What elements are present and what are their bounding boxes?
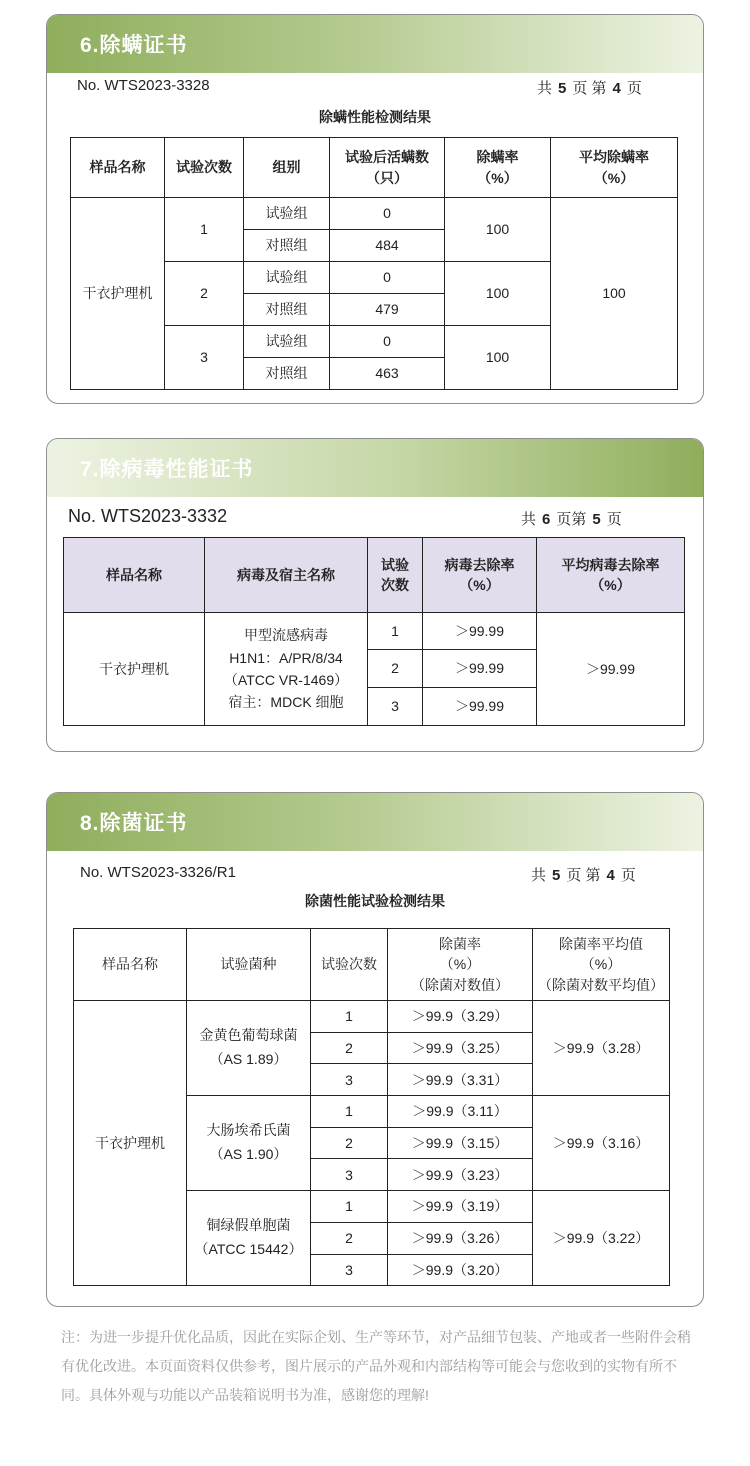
header-trials: 试验次数 xyxy=(165,138,244,198)
page-info: 共 6 页第 5 页 xyxy=(521,511,622,528)
mite-count: 484 xyxy=(330,230,445,262)
mite-count: 0 xyxy=(330,262,445,294)
group-label: 对照组 xyxy=(244,358,330,390)
average-rate: ＞99.99 xyxy=(537,613,685,726)
report-number: No. WTS2023-3326/R1 xyxy=(80,864,236,881)
trial-number: 1 xyxy=(311,1191,388,1223)
mite-results-table xyxy=(70,137,678,390)
removal-rate: ＞99.9（3.29） xyxy=(388,1001,533,1033)
removal-rate: ＞99.99 xyxy=(423,613,537,650)
mite-count: 463 xyxy=(330,358,445,390)
header-avg-rate: 平均病毒去除率 （%） xyxy=(537,538,685,613)
section-header: 6.除螨证书 xyxy=(47,15,703,73)
group-label: 试验组 xyxy=(244,198,330,230)
table-title: 除螨性能检测结果 xyxy=(319,109,431,125)
strain-name: 铜绿假单胞菌 （ATCC 15442） xyxy=(187,1191,311,1286)
removal-rate: ＞99.9（3.19） xyxy=(388,1191,533,1223)
virus-host-info: 甲型流感病毒 H1N1：A/PR/8/34 （ATCC VR-1469） 宿主：MDCK 细胞 xyxy=(205,613,368,726)
sample-name: 干衣护理机 xyxy=(71,198,165,390)
header-strain: 试验菌种 xyxy=(187,929,311,1001)
trial-number: 2 xyxy=(311,1032,388,1064)
mite-removal-certificate xyxy=(46,14,704,404)
average-rate: 100 xyxy=(551,198,678,390)
average-rate: ＞99.9（3.22） xyxy=(533,1191,670,1286)
trial-number: 3 xyxy=(165,326,244,390)
table-title: 除菌性能试验检测结果 xyxy=(305,893,445,909)
page-info: 共 5 页 第 4 页 xyxy=(531,867,636,884)
strain-name: 大肠埃希氏菌 （AS 1.90） xyxy=(187,1096,311,1191)
removal-rate: 100 xyxy=(445,198,551,262)
header-removal-rate: 除菌率 （%） （除菌对数值） xyxy=(388,929,533,1001)
header-removal-rate: 除螨率 （%） xyxy=(445,138,551,198)
trial-number: 2 xyxy=(311,1222,388,1254)
sample-name: 干衣护理机 xyxy=(74,1001,187,1286)
trial-number: 1 xyxy=(311,1001,388,1033)
virus-removal-certificate xyxy=(46,438,704,752)
header-sample: 样品名称 xyxy=(74,929,187,1001)
bacteria-results-table xyxy=(73,928,670,1286)
trial-number: 3 xyxy=(368,688,423,726)
strain-name: 金黄色葡萄球菌 （AS 1.89） xyxy=(187,1001,311,1096)
mite-count: 0 xyxy=(330,198,445,230)
sample-name: 干衣护理机 xyxy=(64,613,205,726)
removal-rate: ＞99.9（3.25） xyxy=(388,1032,533,1064)
trial-number: 3 xyxy=(311,1159,388,1191)
removal-rate: ＞99.9（3.11） xyxy=(388,1096,533,1128)
removal-rate: ＞99.9（3.23） xyxy=(388,1159,533,1191)
trial-number: 1 xyxy=(368,613,423,650)
header-sample: 样品名称 xyxy=(71,138,165,198)
average-rate: ＞99.9（3.28） xyxy=(533,1001,670,1096)
group-label: 对照组 xyxy=(244,230,330,262)
removal-rate: 100 xyxy=(445,326,551,390)
header-live-mites: 试验后活螨数 （只） xyxy=(330,138,445,198)
trial-number: 1 xyxy=(311,1096,388,1128)
mite-count: 479 xyxy=(330,294,445,326)
mite-count: 0 xyxy=(330,326,445,358)
header-trials: 试验 次数 xyxy=(368,538,423,613)
report-number: No. WTS2023-3328 xyxy=(77,77,210,94)
removal-rate: ＞99.9（3.15） xyxy=(388,1127,533,1159)
header-virus-host: 病毒及宿主名称 xyxy=(205,538,368,613)
removal-rate: ＞99.9（3.31） xyxy=(388,1064,533,1096)
average-rate: ＞99.9（3.16） xyxy=(533,1096,670,1191)
removal-rate: 100 xyxy=(445,262,551,326)
group-label: 试验组 xyxy=(244,262,330,294)
trial-number: 1 xyxy=(165,198,244,262)
removal-rate: ＞99.9（3.26） xyxy=(388,1222,533,1254)
report-number: No. WTS2023-3332 xyxy=(68,506,228,526)
removal-rate: ＞99.99 xyxy=(423,650,537,688)
removal-rate: ＞99.9（3.20） xyxy=(388,1254,533,1286)
header-avg-rate: 除菌率平均值 （%） （除菌对数平均值） xyxy=(533,929,670,1001)
header-trials: 试验次数 xyxy=(311,929,388,1001)
header-sample: 样品名称 xyxy=(64,538,205,613)
section-header: 8.除菌证书 xyxy=(47,793,703,851)
header-group: 组别 xyxy=(244,138,330,198)
trial-number: 2 xyxy=(165,262,244,326)
trial-number: 2 xyxy=(368,650,423,688)
trial-number: 2 xyxy=(311,1127,388,1159)
group-label: 试验组 xyxy=(244,326,330,358)
virus-results-table xyxy=(63,537,685,726)
trial-number: 3 xyxy=(311,1064,388,1096)
section-header: 7.除病毒性能证书 xyxy=(47,439,703,497)
removal-rate: ＞99.99 xyxy=(423,688,537,726)
header-removal-rate: 病毒去除率 （%） xyxy=(423,538,537,613)
trial-number: 3 xyxy=(311,1254,388,1286)
group-label: 对照组 xyxy=(244,294,330,326)
antibacterial-certificate xyxy=(46,792,704,1307)
header-avg-rate: 平均除螨率 （%） xyxy=(551,138,678,198)
disclaimer-note: 注：为进一步提升优化品质，因此在实际企划、生产等环节，对产品细节包装、产地或者一些附件会稍有优化改进。本页面资料仅供参考，图片展示的产品外观和内部结构等可能会与您收到的实物有所不同。具体外观与功能以产品装箱说明书为准，感谢您的理解! xyxy=(61,1329,691,1403)
page-info: 共 5 页 第 4 页 xyxy=(537,80,642,97)
